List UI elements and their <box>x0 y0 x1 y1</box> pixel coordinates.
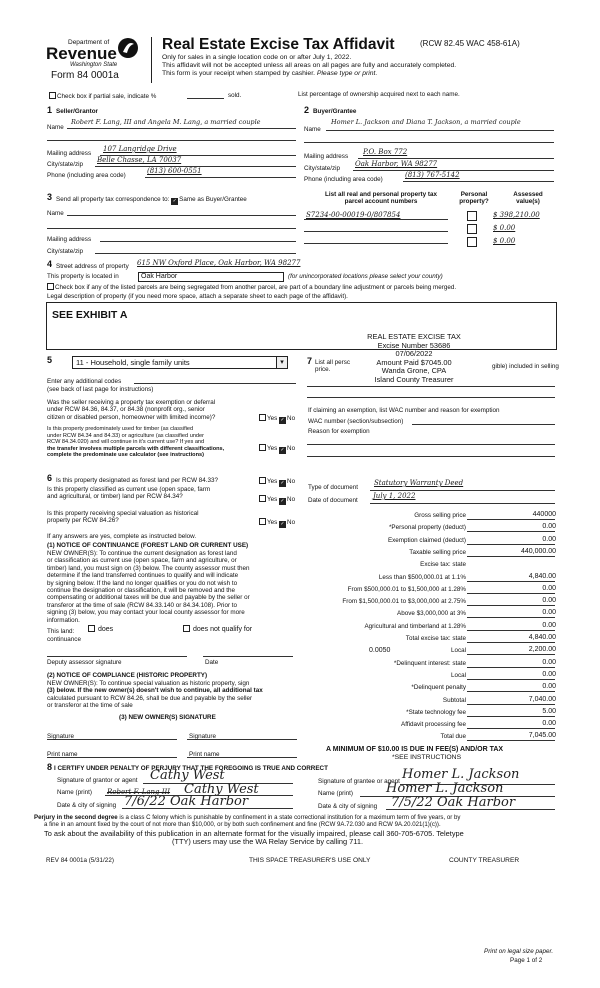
calc-value[interactable]: 0.00 <box>542 683 556 690</box>
assessed-value-2[interactable]: $ 0.00 <box>493 224 516 232</box>
calc-line <box>467 531 555 532</box>
grantee-name-print[interactable]: Homer L. Jackson <box>386 781 504 796</box>
s3-label: Send all property tax correspondence to: ✓ Same as Buyer/Grantee <box>56 196 247 204</box>
calc-value[interactable]: 0.00 <box>542 609 556 616</box>
grantee-name-label: Name (print) <box>318 790 353 797</box>
seller-mail[interactable]: 107 Langridge Drive <box>103 145 177 153</box>
land-use-value: 11 - Household, single family units <box>76 358 190 367</box>
calc-value[interactable]: 0.00 <box>542 523 556 530</box>
property-address[interactable]: 615 NW Oxford Place, Oak Harbor, WA 98277 <box>137 259 301 267</box>
calc-label: Agricultural and timberland at 1.28% <box>364 623 466 630</box>
seller-phone-label: Phone (including area code) <box>47 172 126 179</box>
s6-note: If any answers are yes, complete as instructed below. <box>47 533 197 540</box>
s8-title: I CERTIFY UNDER PENALTY OF PERJURY THAT THE FOREGOING IS TRUE AND CORRECT <box>54 765 328 772</box>
logo-dept: Department of <box>68 39 110 46</box>
calc-line <box>467 667 555 668</box>
stamp-line4: Amount Paid $7045.00 <box>376 357 452 367</box>
grantor-date-label: Date & city of signing <box>57 802 117 809</box>
s3-name-label: Name <box>47 210 64 217</box>
alt-format-line2: (TTY) users may use the WA Relay Service by calling 711. <box>172 837 363 846</box>
title-line1: Only for sales in a single location code on or after July 1, 2022. <box>162 54 352 61</box>
logo-revenue: Revenue <box>46 44 117 63</box>
s6-q3-answer[interactable]: Yes ✓ No <box>259 518 295 528</box>
doc-date-label: Date of document <box>308 497 358 504</box>
s5-q2: Is this property predominately used for timber (as classified under RCW 84.34 and 84.33) or agriculture (as classified under RCW 84.34.020) and will continue in it's current use? If yes and the transfer involves multiple parcels with different classifications, complete the predominate use calculator (see instructions) <box>47 426 225 459</box>
calc-value[interactable]: 7,045.00 <box>528 732 556 739</box>
county-treasurer: COUNTY TREASURER <box>449 857 520 864</box>
title-line2: This affidavit will not be accepted unless all areas on all pages are fully and accurately completed. <box>162 62 457 69</box>
continuance-label: continuance <box>47 636 81 643</box>
buyer-mail-label: Mailing address <box>304 153 349 160</box>
calc-value[interactable]: 0.00 <box>542 720 556 727</box>
stamp-line3: 07/06/2022 <box>395 349 433 359</box>
header-divider <box>151 37 152 83</box>
owner-print-label-1: Print name <box>47 751 78 758</box>
s6-q2-answer[interactable]: Yes ✓ No <box>259 495 295 505</box>
seller-name[interactable]: Robert F. Lang, III and Angela M. Lang, a married couple <box>71 118 261 126</box>
location-note: (for unincorporated locations please select your county) <box>288 273 443 280</box>
calc-line <box>467 617 555 618</box>
section-7-num: 7 <box>307 356 313 366</box>
land-use-select[interactable] <box>72 356 288 369</box>
s6-p2-title: (2) NOTICE OF COMPLIANCE (HISTORIC PROPERTY) <box>47 672 208 679</box>
buyer-city-label: City/state/zip <box>304 165 341 172</box>
rev-number: REV 84 0001a (5/31/22) <box>46 857 114 864</box>
s6-q1-answer[interactable]: Yes ✓ No <box>259 477 295 487</box>
calc-line <box>467 544 555 545</box>
personal-checkbox-1[interactable] <box>467 211 477 221</box>
alt-format-line1: To ask about the availability of this publication in an alternate format for the visually impaired, please call 360-705-6705. Teletype <box>44 829 464 838</box>
s3-mail-label: Mailing address <box>47 236 92 243</box>
calc-value[interactable]: 2,200.00 <box>528 646 556 653</box>
calc-value[interactable]: 0.00 <box>542 671 556 678</box>
page-number: Page 1 of 2 <box>510 957 543 964</box>
calc-value[interactable]: 0.00 <box>542 597 556 604</box>
local-rate: 0.0050 <box>369 647 391 654</box>
seller-mail-label: Mailing address <box>47 150 92 157</box>
form-number: Form 84 0001a <box>51 70 119 81</box>
calc-label: From $500,000.01 to $1,500,000 at 1.28% <box>347 586 466 593</box>
seller-city-label: City/state/zip <box>47 161 84 168</box>
grantor-name-print[interactable]: Cathy West <box>184 782 259 797</box>
seller-city[interactable]: Belle Chasse, LA 70037 <box>97 156 182 164</box>
calc-line <box>467 642 555 643</box>
personal-checkbox-3[interactable] <box>467 237 477 247</box>
grantor-signature[interactable]: Cathy West <box>150 768 225 783</box>
perjury-line1: Perjury in the second degree is a class C felony which is punishable by confinement in a state correctional institution for a maximum term of five years, or by <box>34 814 461 821</box>
grantee-date-label: Date & city of signing <box>318 803 378 810</box>
calc-line <box>467 716 555 717</box>
s7-line-2[interactable] <box>307 397 555 398</box>
section-5-num: 5 <box>47 355 53 365</box>
assessor-sig-line[interactable] <box>47 656 187 657</box>
codes-note: (see back of last page for instructions) <box>47 386 154 393</box>
doc-type-label: Type of document <box>308 484 359 491</box>
calc-label: Taxable selling price <box>409 549 466 556</box>
assessor-date-label: Date <box>205 659 219 666</box>
calc-line <box>467 704 555 705</box>
segregation-checkbox[interactable] <box>47 283 54 290</box>
calc-value[interactable]: 0.00 <box>542 659 556 666</box>
calc-label: *Personal property (deduct) <box>388 524 466 531</box>
stamp-line5: Wanda Grone, CPA <box>381 366 447 376</box>
logo-state: Washington State <box>70 62 118 68</box>
chevron-down-icon[interactable]: ▾ <box>276 357 287 368</box>
wac-line[interactable] <box>412 424 555 425</box>
s3-name-line2 <box>47 228 296 229</box>
calc-value[interactable]: 0.00 <box>542 536 556 543</box>
seller-phone-line <box>145 177 296 178</box>
calc-label: Subtotal <box>442 697 466 704</box>
calc-label: Total due <box>440 733 466 740</box>
s4-label: Street address of property <box>56 263 129 270</box>
s7-label3: gible) included in selling <box>492 363 559 370</box>
calc-line <box>467 728 555 729</box>
buyer-city[interactable]: Oak Harbor, WA 98277 <box>355 160 438 168</box>
seller-name-label: Name <box>47 124 64 131</box>
parcels-h1: List all real and personal property tax parcel account numbers <box>325 191 437 206</box>
partial-pct-line[interactable] <box>187 98 224 99</box>
calc-label: Local <box>450 672 466 679</box>
title-rcw: (RCW 82.45 WAC 458-61A) <box>420 39 520 48</box>
s6-q3: Is this property receiving special valuation as historical property per RCW 84.26? <box>47 510 199 525</box>
stamp-line2: Excise Number 53686 <box>377 340 451 350</box>
grantee-signature[interactable]: Homer L. Jackson <box>402 767 520 782</box>
treasurer-space: THIS SPACE TREASURER'S USE ONLY <box>249 857 371 864</box>
calc-line <box>467 605 555 606</box>
partial-sale-checkbox[interactable] <box>49 92 56 99</box>
s5-q2-answer[interactable]: Yes ✓ No <box>259 444 295 454</box>
buyer-mail-line <box>358 158 554 159</box>
buyer-name[interactable]: Homer L. Jackson and Diana T. Jackson, a married couple <box>331 118 521 126</box>
grantee-date-line <box>386 809 555 810</box>
s7-label: List all persc price. <box>315 359 350 374</box>
s6-q2: Is this property classified as current use (open space, farm and agricultural, or timber) land per RCW 84.34? <box>47 486 211 501</box>
assessor-date-line[interactable] <box>203 656 293 657</box>
see-instructions: *SEE INSTRUCTIONS <box>392 754 462 761</box>
s7-line-1[interactable] <box>307 386 555 387</box>
grantor-date[interactable]: 7/6/22 Oak Harbor <box>124 794 249 809</box>
calc-value[interactable]: 4,840.00 <box>528 634 556 641</box>
calc-value[interactable]: 7,040.00 <box>528 696 556 703</box>
exempt-label: If claiming an exemption, list WAC number and reason for exemption <box>308 407 500 414</box>
grantor-name-typed: Robert F. Lang III <box>107 788 171 796</box>
calc-line <box>467 593 555 594</box>
does-not-option[interactable]: does not qualify for <box>183 625 252 633</box>
calc-line <box>467 556 555 557</box>
s5-q1: Was the seller receiving a property tax exemption or deferral under RCW 84.36, 84.37, or 84.38 (nonprofit org., senior citizen or disabled person, homeowner with limited income)? <box>47 399 216 421</box>
reason-line-2[interactable] <box>307 456 555 457</box>
section-1-num: 1 <box>47 105 53 115</box>
page-title: Real Estate Excise Tax Affidavit <box>162 36 395 53</box>
calc-line <box>467 581 555 582</box>
seller-phone[interactable]: (813) 600-0551 <box>147 167 202 175</box>
calc-value[interactable]: 5.00 <box>542 708 556 715</box>
partial-sold: sold. <box>228 92 242 99</box>
land-label: This land: <box>47 628 75 635</box>
seller-title: Seller/Grantor <box>56 108 98 115</box>
revenue-logo-icon <box>117 37 139 59</box>
calc-label: Above $3,000,000 at 3% <box>397 610 466 617</box>
grantee-sig-label: Signature of grantee or agent <box>318 778 400 785</box>
calc-value[interactable]: 0.00 <box>542 622 556 629</box>
doc-date-line <box>370 503 555 504</box>
wac-label: WAC number (section/subsection) <box>308 418 404 425</box>
buyer-name-label: Name <box>304 126 321 133</box>
parcel-line-2 <box>304 231 448 232</box>
owner-print-label-2: Print name <box>189 751 220 758</box>
partial-sale[interactable]: Check box if partial sale, indicate % <box>49 92 156 100</box>
owner-sig-label-2: Signature <box>189 733 216 740</box>
buyer-name-line2 <box>304 142 554 143</box>
section-8-num: 8 <box>47 762 53 772</box>
calc-value[interactable]: 4,840.00 <box>528 573 556 580</box>
s6-p2-text: NEW OWNER(S): To continue special valuation as historic property, sign (3) below. If the new owner(s) doesn't wish to continue, all additional tax calculated pursuant to RCW 84.26, shall be due and payable by the seller or transferor at the time of sale <box>47 680 263 710</box>
s5-q1-answer[interactable]: Yes ✓ No <box>259 414 295 424</box>
buyer-phone-line <box>403 181 554 182</box>
owner-sig-label-1: Signature <box>47 733 74 740</box>
s3-mail-line[interactable] <box>100 241 296 242</box>
calc-line <box>467 654 555 655</box>
section-4-num: 4 <box>47 259 53 269</box>
calc-label: Total excise tax: state <box>405 635 466 642</box>
located-label: This property is located in <box>47 273 119 280</box>
calc-label: Excise tax: state <box>420 561 466 568</box>
doc-type[interactable]: Statutory Warranty Deed <box>374 479 464 487</box>
calc-label: *Delinquent interest: state <box>393 660 466 667</box>
buyer-name-line <box>326 130 554 131</box>
calc-value[interactable]: 440,000.00 <box>520 548 556 555</box>
minimum-note: A MINIMUM OF $10.00 IS DUE IN FEE(S) AND/OR TAX <box>326 746 504 753</box>
calc-label: Affidavit processing fee <box>401 721 466 728</box>
grantee-date[interactable]: 7/5/22 Oak Harbor <box>391 795 516 810</box>
buyer-phone-label: Phone (including area code) <box>304 176 383 183</box>
grantor-sig-label: Signature of grantor or agent <box>57 777 138 784</box>
calc-line <box>467 630 555 631</box>
s6-q1: Is this property designated as forest land per RCW 84.33? <box>56 477 219 484</box>
reason-line-1[interactable] <box>307 444 555 445</box>
calc-line <box>467 691 555 692</box>
assessed-value-1[interactable]: $ 398,210.00 <box>493 211 540 219</box>
calc-line <box>467 679 555 680</box>
calc-label: Exemption claimed (deduct) <box>387 537 466 544</box>
buyer-phone[interactable]: (813) 767-5142 <box>405 171 460 179</box>
segregation: Check box if any of the listed parcels are being segregated from another parcel, are part of a boundary line adjustment or parcels being merged. <box>47 283 456 291</box>
grantor-name-label: Name (print) <box>57 789 92 796</box>
reason-label: Reason for exemption <box>308 428 370 435</box>
same-as-buyer-checkbox[interactable]: ✓ <box>172 198 177 204</box>
title-line3: This form is your receipt when stamped by cashier. Please type or print. <box>162 70 378 77</box>
list-pct-note: List percentage of ownership acquired next to each name. <box>298 91 460 98</box>
section-2-num: 2 <box>304 105 310 115</box>
buyer-mail[interactable]: P.O. Box 772 <box>363 148 408 156</box>
seller-name-line2 <box>47 140 296 141</box>
excise-stamp <box>344 333 484 385</box>
stamp-line1: REAL ESTATE EXCISE TAX <box>367 332 461 341</box>
calc-label: *State technology fee <box>406 709 466 716</box>
parcel-account[interactable]: S7234-00-00019-0/807854 <box>306 211 401 219</box>
section-6-num: 6 <box>47 473 53 483</box>
grantor-date-line <box>122 808 293 809</box>
personal-checkbox-2[interactable] <box>467 224 477 234</box>
s6-p1-title: (1) NOTICE OF CONTINUANCE (FOREST LAND OR CURRENT USE) <box>47 542 249 549</box>
assessor-label: Deputy assessor signature <box>47 659 122 666</box>
calc-line <box>467 519 555 520</box>
calc-label: Local <box>450 647 466 654</box>
doc-date[interactable]: July 1, 2022 <box>373 492 416 500</box>
calc-value[interactable]: 0.00 <box>542 585 556 592</box>
s3-city-line[interactable] <box>95 253 296 254</box>
parcels-h3: Assessed value(s) <box>513 191 543 206</box>
parcels-h2: Personal property? <box>459 191 489 206</box>
does-option[interactable]: does <box>88 625 113 633</box>
legal-label: Legal description of property (if you need more space, attach a separate sheet to each page of the affidavit). <box>47 293 348 300</box>
calc-label: Gross selling price <box>414 512 466 519</box>
calc-value[interactable]: 440000 <box>532 511 556 518</box>
legal-description: SEE EXHIBIT A <box>52 309 128 321</box>
legal-paper-note: Print on legal size paper. <box>484 948 554 955</box>
buyer-title: Buyer/Grantee <box>313 108 357 115</box>
assessed-value-3[interactable]: $ 0.00 <box>493 237 516 245</box>
parcel-line-3 <box>304 243 448 244</box>
calc-label: From $1,500,000.01 to $3,000,000 at 2.75% <box>342 598 466 605</box>
s6-p3-title: (3) NEW OWNER(S) SIGNATURE <box>119 714 216 721</box>
doc-type-line <box>370 490 555 491</box>
s3-name-line[interactable] <box>67 215 296 216</box>
perjury-line2: a fine in an amount fixed by the court of not more than $10,000, or by both such confinement and fine (RCW 9A.72.030 and RCW 9A.20.021(1)(c)). <box>44 821 441 828</box>
s3-city-label: City/state/zip <box>47 248 84 255</box>
stamp-line6: Island County Treasurer <box>374 374 454 384</box>
calc-line <box>467 740 555 741</box>
s6-p1-text: NEW OWNER(S): To continue the current designation as forest land or classification as current use (open space, farm and agriculture, or timber) land, you must sign on (3) below. The county assessor must then determine if the land transferred continues to qualify and will indicate by signing below. If the land no longer qualifies or you do not wish to continue the designation or classification, it will be removed and the compensating or additional taxes will be due and payable by the seller or transferor at the time of sale (RCW 84.33.140 or 84.34.108). Prior to signing (3) below, you may contact your local county assessor for more information. <box>47 550 250 624</box>
codes-label: Enter any additional codes <box>47 378 122 385</box>
seller-name-line <box>67 128 296 129</box>
parcel-line-1 <box>304 219 448 220</box>
codes-line[interactable] <box>134 383 296 384</box>
calc-label: Less than $500,000.01 at 1.1% <box>378 574 466 581</box>
calc-label: *Delinquent penalty <box>411 684 466 691</box>
location-select[interactable]: Oak Harbor <box>138 272 284 282</box>
section-3-num: 3 <box>47 192 53 202</box>
